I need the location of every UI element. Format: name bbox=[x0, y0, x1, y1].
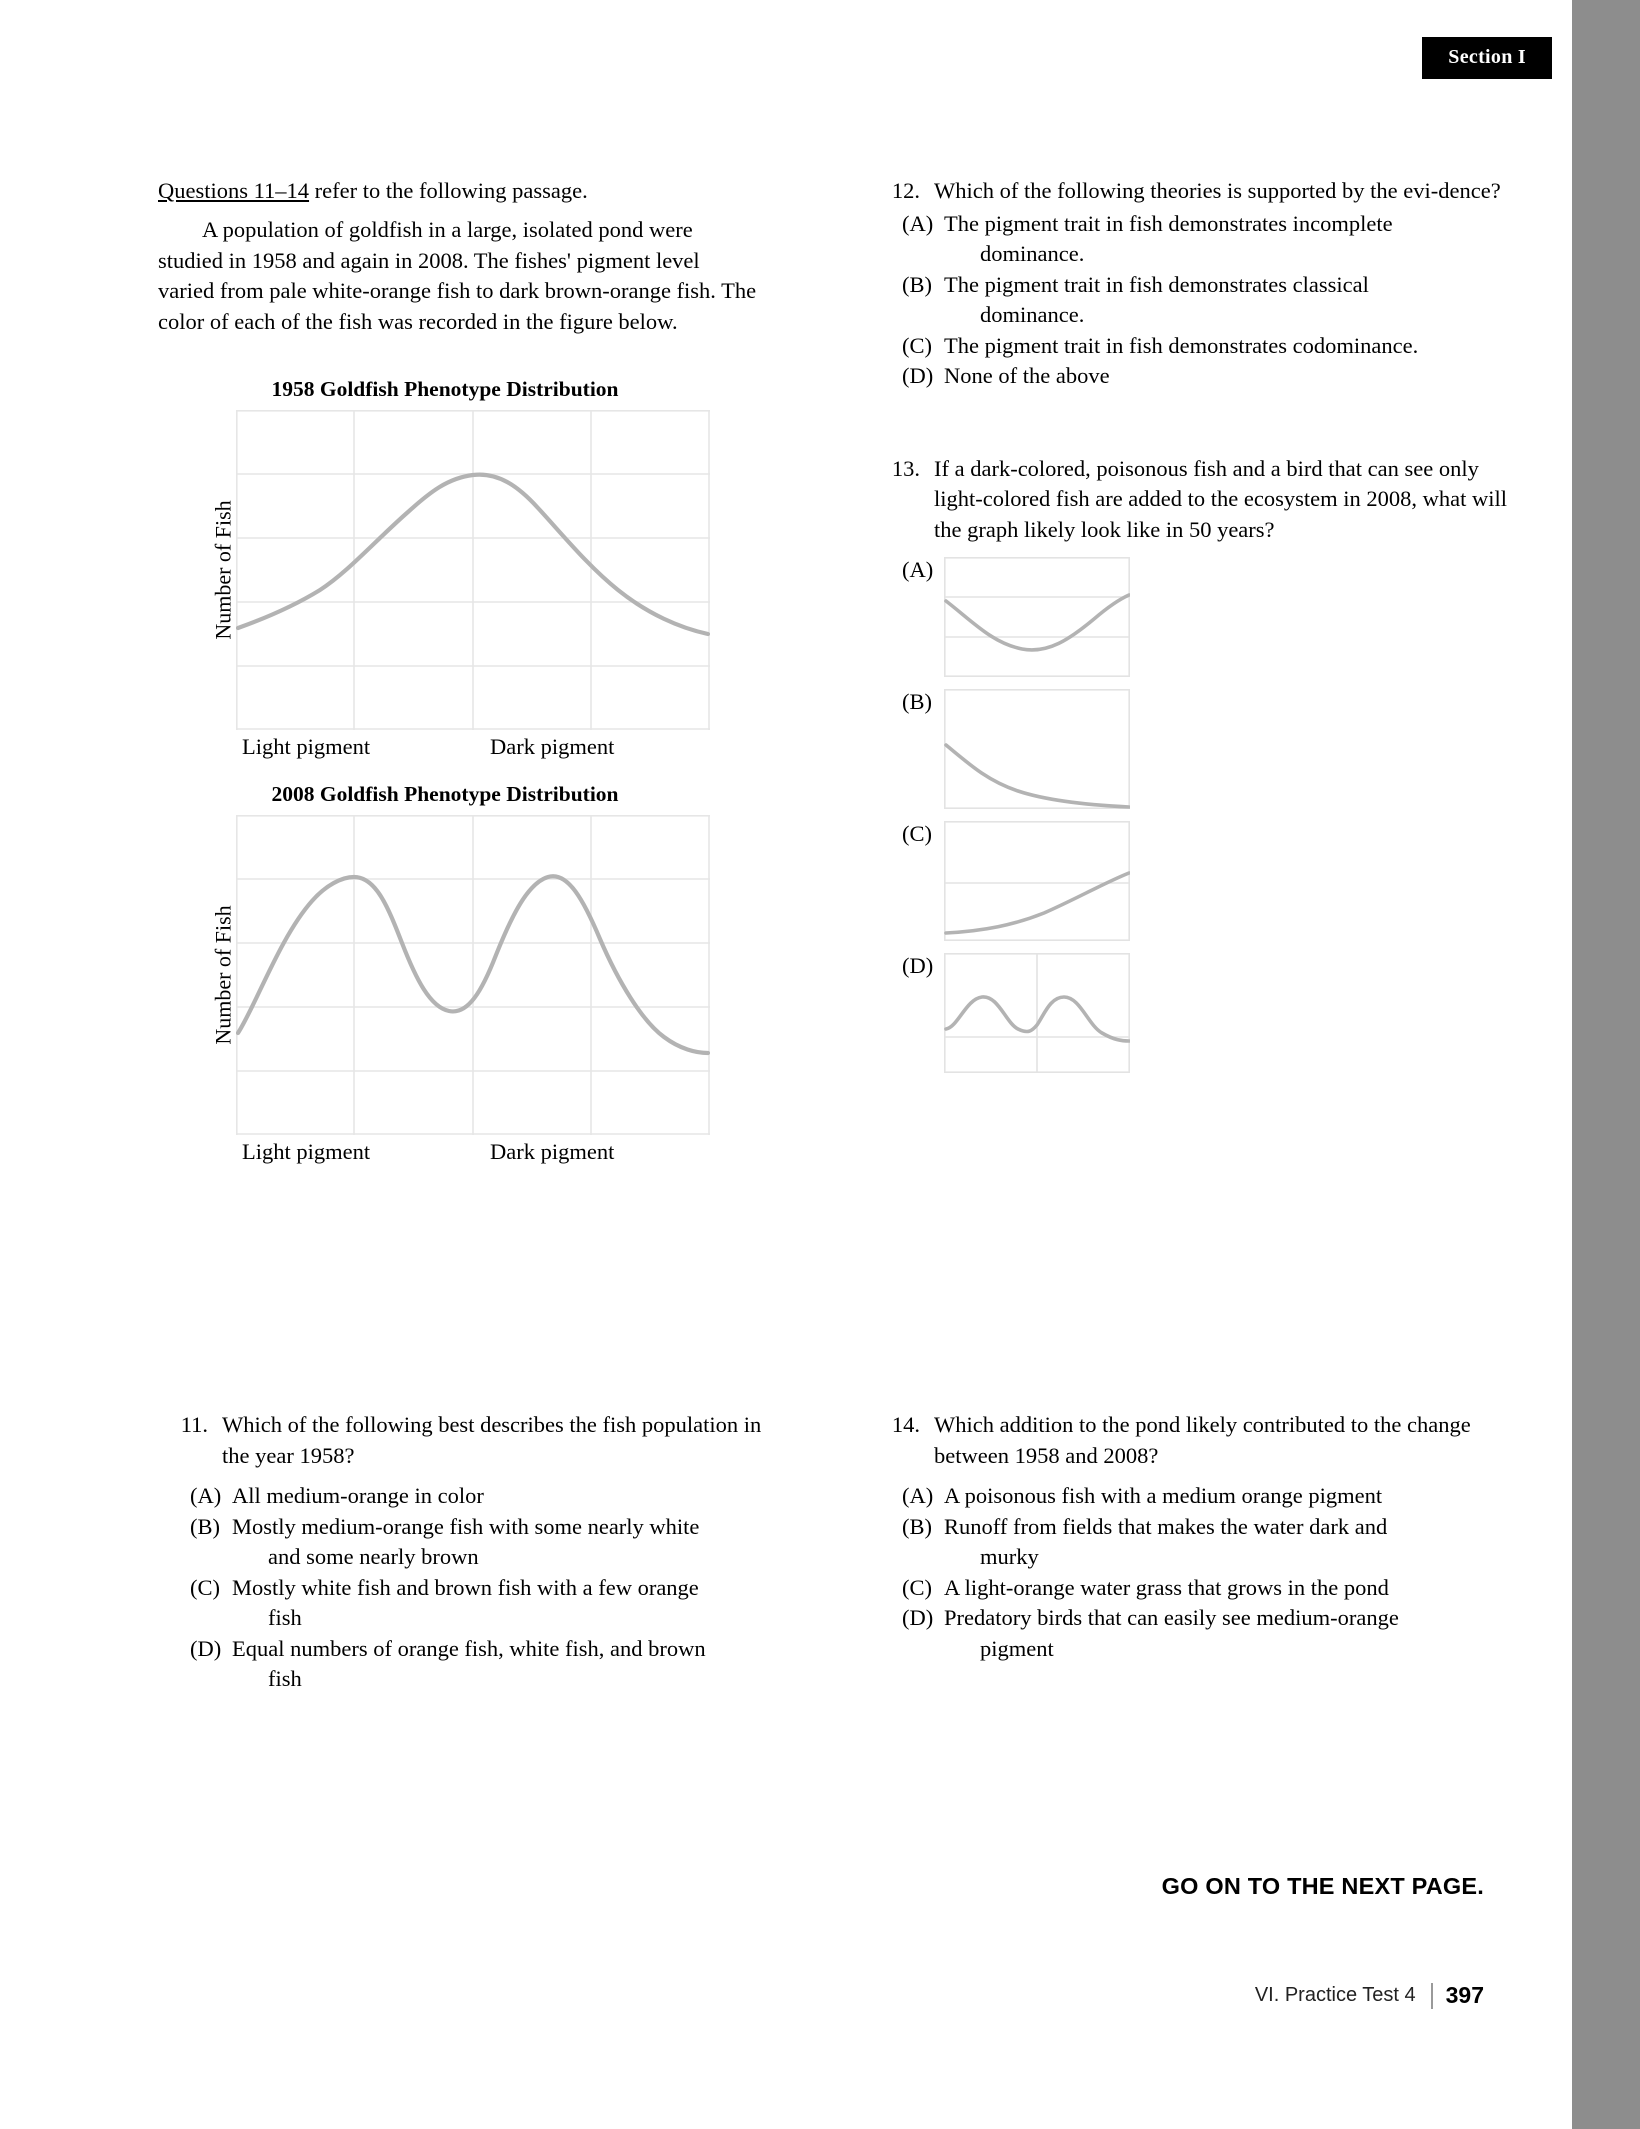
choice-12-d-letter: (D) bbox=[902, 363, 934, 388]
question-12-choices bbox=[888, 209, 1518, 392]
choice-14-b-text: Runoff from fields that makes the water dark and bbox=[944, 1513, 1388, 1539]
passage-body: A population of goldfish in a large, isolated pond were studied in 1958 and again in 2008. The fishes' pigment level varied from pale white-orange fish to dark brown-orange fish. The color of each of the fish was recorded in the figure below. bbox=[158, 217, 757, 334]
graph-choice-13-b[interactable] bbox=[888, 689, 1518, 809]
choice-14-c-body: A light-orange water grass that grows in the pond bbox=[944, 1574, 1389, 1600]
right-column bbox=[888, 176, 1518, 1073]
folio-divider bbox=[1431, 1983, 1433, 2009]
choice-14-d-body bbox=[944, 1603, 1518, 1664]
chart-1958-xlabel-right: Dark pigment bbox=[490, 734, 615, 759]
choice-14-d-letter: (D) bbox=[902, 1605, 934, 1630]
choice-11-c-cont: fish bbox=[268, 1605, 302, 1630]
choice-12-a[interactable] bbox=[888, 209, 1518, 270]
choice-12-b-cont: dominance. bbox=[980, 302, 1085, 327]
choice-12-a-cont: dominance. bbox=[980, 241, 1085, 266]
choice-12-c-body: The pigment trait in fish demonstrates codominance. bbox=[944, 332, 1419, 358]
folio-page-number: 397 bbox=[1445, 1982, 1484, 2008]
choice-14-a-body: A poisonous fish with a medium orange pigment bbox=[944, 1483, 1383, 1508]
graph-choice-13-b-box bbox=[944, 689, 1130, 809]
bottom-left-column bbox=[176, 1410, 786, 1695]
choice-12-b-body bbox=[944, 270, 1518, 331]
question-11-choices bbox=[176, 1481, 786, 1695]
choice-12-a-letter: (A) bbox=[902, 210, 934, 236]
graph-choice-13-d-svg bbox=[944, 953, 1130, 1073]
choice-11-a[interactable] bbox=[176, 1481, 786, 1512]
graph-choice-13-d-letter: (D) bbox=[902, 953, 934, 978]
choice-11-d-letter: (D) bbox=[190, 1635, 222, 1661]
chart-2008-svg bbox=[236, 815, 710, 1135]
choice-14-a-letter: (A) bbox=[902, 1483, 934, 1508]
question-14-number: 14. bbox=[891, 1412, 920, 1437]
chart-1958-xlabels bbox=[180, 730, 710, 764]
choice-11-d-text: Equal numbers of orange fish, white fish, and brown bbox=[232, 1635, 706, 1661]
chart-1958-xlabel-left: Light pigment bbox=[242, 734, 371, 759]
chart-2008 bbox=[158, 782, 778, 1169]
question-12-text: Which of the following theories is supported by the evi-dence? bbox=[934, 178, 1501, 203]
choice-12-d[interactable] bbox=[888, 361, 1518, 392]
graph-choice-13-b-svg bbox=[944, 689, 1130, 809]
choice-14-d-cont: pigment bbox=[980, 1635, 1054, 1661]
choice-11-b[interactable] bbox=[176, 1512, 786, 1573]
chart-2008-xlabel-right: Dark pigment bbox=[490, 1139, 615, 1164]
choice-14-b-body bbox=[944, 1512, 1518, 1573]
choice-11-a-body: All medium-orange in color bbox=[232, 1483, 484, 1508]
passage-heading-range: Questions 11–14 bbox=[158, 178, 310, 203]
left-column bbox=[158, 176, 778, 1169]
choice-12-d-body: None of the above bbox=[944, 363, 1110, 388]
choice-11-d-body bbox=[232, 1634, 786, 1695]
choice-12-a-text: The pigment trait in fish demonstrates incomplete bbox=[944, 210, 1393, 236]
choice-11-d[interactable] bbox=[176, 1634, 786, 1695]
chart-2008-xlabel-left: Light pigment bbox=[242, 1139, 371, 1164]
question-11-text: Which of the following best describes the fish population in the year 1958? bbox=[222, 1412, 762, 1468]
chart-2008-area bbox=[180, 815, 710, 1135]
choice-14-a[interactable] bbox=[888, 1481, 1518, 1512]
choice-14-d-text: Predatory birds that can easily see medium-orange bbox=[944, 1605, 1399, 1630]
graph-choice-13-a[interactable] bbox=[888, 557, 1518, 677]
passage-heading-rest: refer to the following passage. bbox=[309, 178, 588, 203]
choice-11-c-body bbox=[232, 1573, 786, 1634]
graph-choice-13-d-box bbox=[944, 953, 1130, 1073]
right-margin-bar bbox=[1572, 0, 1640, 2129]
chart-2008-xlabels bbox=[180, 1135, 710, 1169]
question-11-number: 11. bbox=[180, 1412, 208, 1437]
chart-2008-ylabel: Number of Fish bbox=[210, 905, 236, 1045]
go-on-notice: GO ON TO THE NEXT PAGE. bbox=[1161, 1873, 1484, 1899]
choice-12-b-text: The pigment trait in fish demonstrates classical bbox=[944, 271, 1369, 297]
choice-12-a-body bbox=[944, 209, 1518, 270]
choice-12-b[interactable] bbox=[888, 270, 1518, 331]
question-14 bbox=[888, 1410, 1518, 1471]
question-13-text: If a dark-colored, poisonous fish and a bird that can see only light-colored fish are added to the ecosystem in 2008, what will the graph likely look like in 50 years? bbox=[934, 455, 1507, 542]
chart-1958-svg bbox=[236, 410, 710, 730]
question-12-number: 12. bbox=[891, 178, 920, 203]
folio-test-label: VI. Practice Test 4 bbox=[1254, 1984, 1416, 2006]
question-13-number: 13. bbox=[891, 455, 920, 481]
choice-11-c[interactable] bbox=[176, 1573, 786, 1634]
graph-choice-13-c-letter: (C) bbox=[902, 821, 932, 846]
graph-choice-13-a-box bbox=[944, 557, 1130, 677]
question-12 bbox=[888, 176, 1518, 207]
chart-1958-title: 1958 Goldfish Phenotype Distribution bbox=[271, 377, 619, 401]
graph-choice-13-c-svg bbox=[944, 821, 1130, 941]
graph-choice-13-a-svg bbox=[944, 557, 1130, 677]
graph-choice-13-c[interactable] bbox=[888, 821, 1518, 941]
choice-14-d[interactable] bbox=[888, 1603, 1518, 1664]
graph-choice-13-a-letter: (A) bbox=[902, 557, 934, 582]
choice-11-b-text: Mostly medium-orange fish with some nearly white bbox=[232, 1513, 700, 1539]
chart-2008-gridlines bbox=[236, 815, 710, 1135]
bottom-right-column bbox=[888, 1410, 1518, 1664]
chart-1958-gridlines bbox=[236, 410, 710, 730]
chart-1958-plot bbox=[236, 410, 710, 730]
choice-11-b-cont: and some nearly brown bbox=[268, 1544, 479, 1569]
question-13 bbox=[888, 454, 1518, 546]
section-badge: Section I bbox=[1422, 37, 1552, 79]
question-14-text: Which addition to the pond likely contributed to the change between 1958 and 2008? bbox=[934, 1412, 1471, 1468]
choice-12-c-letter: (C) bbox=[902, 332, 932, 358]
choice-12-b-letter: (B) bbox=[902, 271, 932, 297]
choice-14-b[interactable] bbox=[888, 1512, 1518, 1573]
choice-11-d-cont: fish bbox=[268, 1666, 302, 1691]
choice-14-b-cont: murky bbox=[980, 1544, 1039, 1569]
chart-2008-plot bbox=[236, 815, 710, 1135]
choice-14-b-letter: (B) bbox=[902, 1513, 932, 1539]
graph-choice-13-b-letter: (B) bbox=[902, 689, 932, 714]
chart-2008-title: 2008 Goldfish Phenotype Distribution bbox=[271, 782, 619, 806]
choice-11-c-letter: (C) bbox=[190, 1574, 220, 1600]
question-14-choices bbox=[888, 1481, 1518, 1664]
choice-14-c-letter: (C) bbox=[902, 1574, 932, 1600]
choice-11-c-text: Mostly white fish and brown fish with a few orange bbox=[232, 1574, 699, 1600]
chart-1958-area bbox=[180, 410, 710, 730]
graph-choice-13-d[interactable] bbox=[888, 953, 1518, 1073]
passage-heading bbox=[158, 176, 778, 206]
question-11 bbox=[176, 1410, 786, 1471]
graph-choice-13-c-box bbox=[944, 821, 1130, 941]
page-folio bbox=[1255, 1982, 1484, 2009]
chart-1958-ylabel: Number of Fish bbox=[210, 500, 236, 640]
question-13-graph-choices bbox=[888, 557, 1518, 1073]
choice-12-c[interactable] bbox=[888, 331, 1518, 362]
chart-1958 bbox=[158, 377, 778, 764]
choice-11-b-body bbox=[232, 1512, 786, 1573]
choice-14-c[interactable] bbox=[888, 1573, 1518, 1604]
choice-11-a-letter: (A) bbox=[190, 1483, 222, 1508]
choice-11-b-letter: (B) bbox=[190, 1513, 220, 1539]
